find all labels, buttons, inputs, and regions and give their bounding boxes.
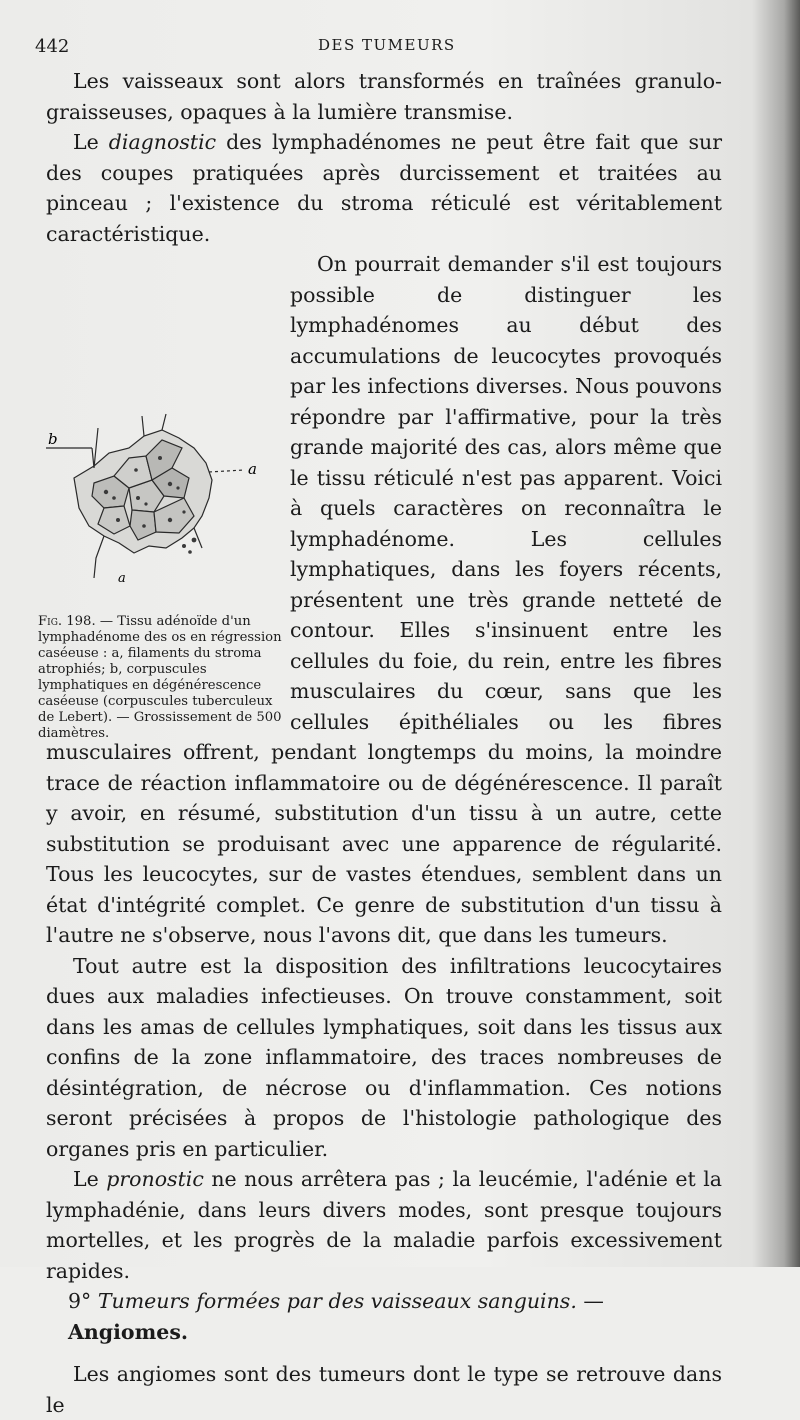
figure-caption	[38, 614, 284, 742]
figure-illustration-block	[34, 408, 284, 742]
paragraph-5: Le pronostic ne nous arrêtera pas ; la leucémie, l'adénie et la lymphadénie, dans leurs divers modes, sont presque toujours mortelles, et les progrès de la maladie parfois excessivement rapides.	[46, 1167, 722, 1283]
paragraph-4: Tout autre est la disposition des infiltrations leucocytaires dues aux maladies infectieuses. On trouve constamment, soit dans les amas de cellules lymphatiques, soit dans les tissus aux confins de la zone inflammatoire, des traces nombreuses de désintégration, de nécrose ou d'inflammation. Ces notions seront précisées à propos de l'histologie pathologique des organes pris en particulier.	[46, 953, 722, 1161]
term-pronostic: pronostic	[106, 1167, 204, 1191]
figure-label-b: b	[48, 430, 58, 448]
body-text	[46, 66, 722, 1420]
lymphadenoma-illustration	[34, 408, 284, 588]
page-number: 442	[35, 36, 70, 57]
page-header	[0, 36, 800, 60]
section-heading: 9° Tumeurs formées par des vaisseaux sanguins. — Angiomes.	[68, 1289, 604, 1344]
paragraph-3: On pourrait demander s'il est toujours possible de distinguer les lymphadénomes au début des accumulations de leucocytes provoqués par les infections diverses. Nous pouvons répondre par l'affirmative, pour la très grande majorité des cas, alors même que le tissu réticulé n'est pas apparent. Voici à quels caractères on reconnaîtra le lymphadénome. Les cellules lymphatiques, dans les foyers récents, présentent une très grande netteté de contour. Elles s'insinuent entre les cellules du foie, du rein, entre les fibres musculaires du cœur, sans que les cellules épithéliales ou les fibres musculaires offrent, pendant longtemps du moins, la moindre trace de réaction inflammatoire ou de dégénérescence. Il paraît y avoir, en résumé, substitution d'un tissu à un autre, cette substitution se produisant avec une apparence de régularité. Tous les leucocytes, sur de vastes étendues, semblent dans un état d'intégrité complet. Ce genre de substitution d'un tissu à l'autre ne s'observe, nous l'avons dit, que dans les tumeurs.	[46, 252, 722, 947]
running-title: DES TUMEURS	[318, 36, 456, 54]
figure-label-a: a	[248, 460, 257, 478]
figure-caption-text: — Tissu adénoïde d'un lymphadénome des os en régression caséeuse : a, filaments du stroma atrophiés; b, corpuscules lymphatiques en dégénérescence caséeuse (corpuscules tuberculeux de Lebert). — Grossissement de 500 diamètres.	[38, 614, 282, 741]
paragraph-6: Les angiomes sont des tumeurs dont le type se retrouve dans le	[46, 1362, 722, 1417]
paragraph-2: Le diagnostic des lymphadénomes ne peut être fait que sur des coupes pratiquées après durcissement et traitées au pinceau ; l'existence du stroma réticulé est véritablement caractéristique.	[46, 130, 722, 246]
figure-caption-label: Fig. 198.	[38, 614, 96, 629]
figure-label-a-lower: a	[118, 571, 126, 586]
paragraph-1: Les vaisseaux sont alors transformés en traînées granulo-graisseuses, opaques à la lumière transmise.	[46, 69, 722, 124]
term-diagnostic: diagnostic	[108, 130, 217, 154]
